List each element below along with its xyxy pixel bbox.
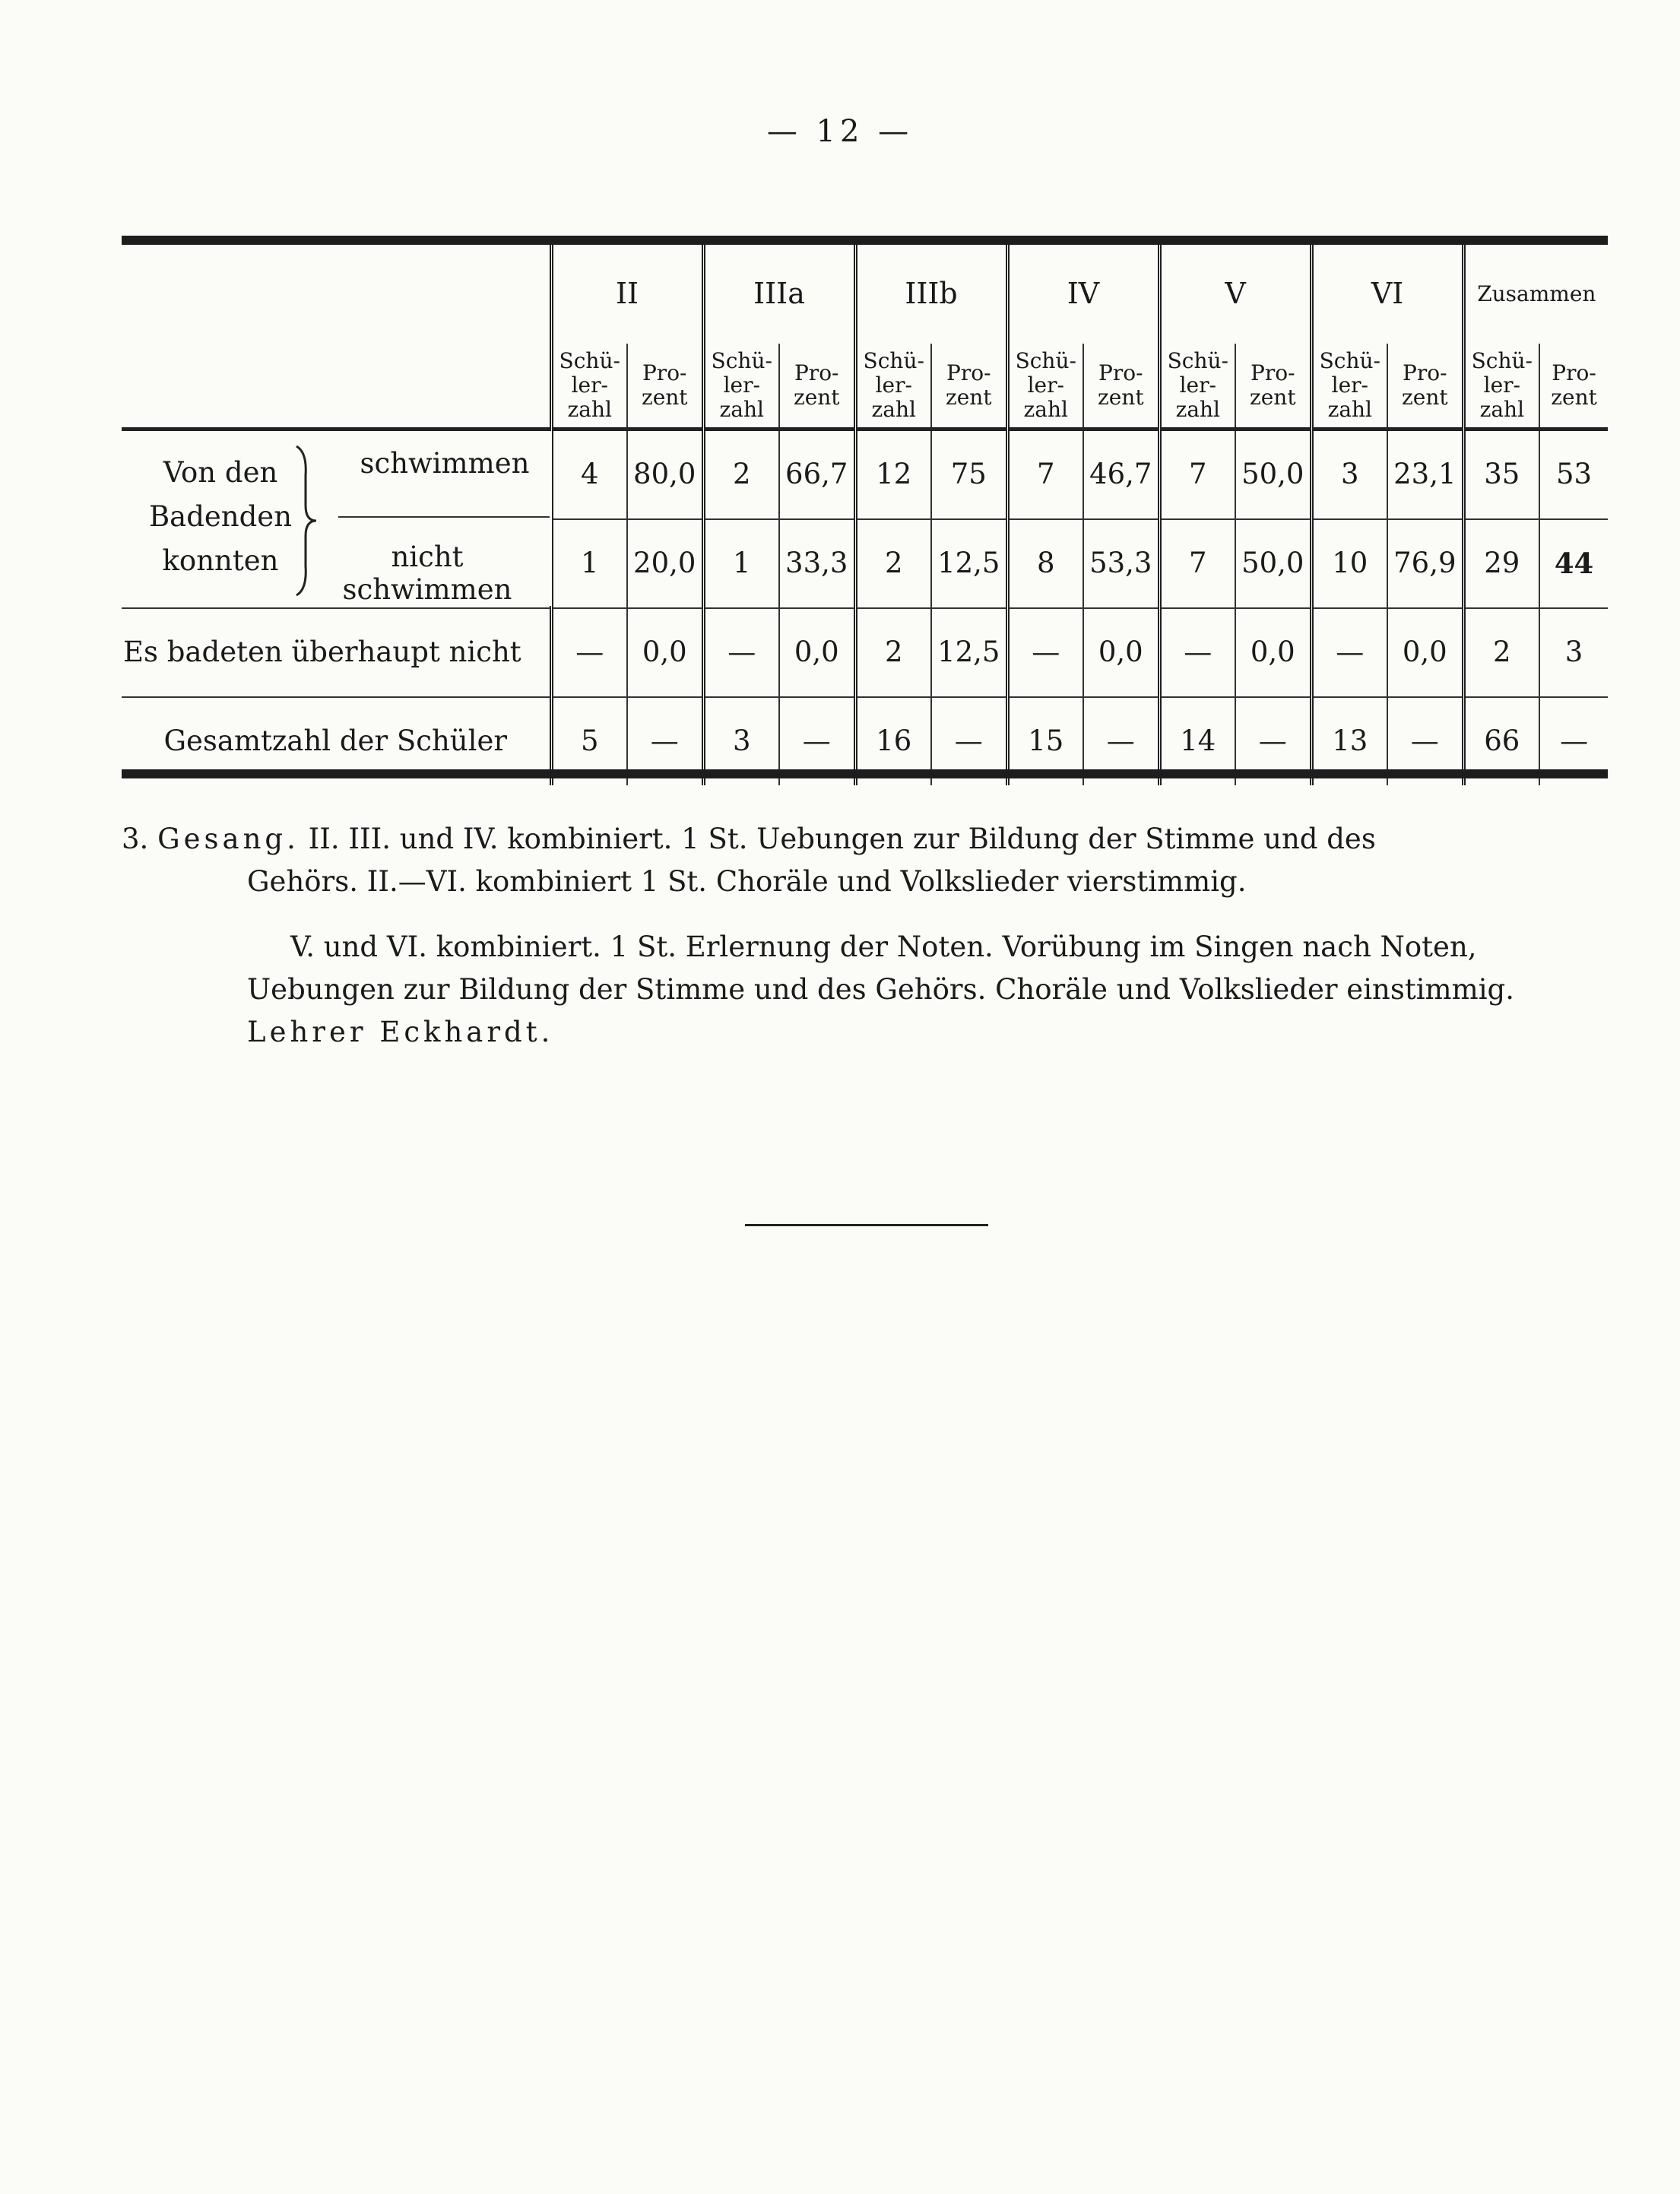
cell: 33,3 xyxy=(779,519,855,608)
class-header: IIIa xyxy=(703,245,855,344)
cell: — xyxy=(1387,697,1463,785)
cell: 4 xyxy=(551,430,627,520)
group-label-block xyxy=(122,431,551,606)
sub-header-schuelerzahl: Schü- ler- zahl xyxy=(703,344,779,430)
paragraph-grades-5-6 xyxy=(122,926,1608,1054)
sub-header-prozent: Pro- zent xyxy=(1083,344,1159,430)
cell: 53,3 xyxy=(1083,519,1159,608)
cell: 29 xyxy=(1463,519,1539,608)
class-header: IIIb xyxy=(855,245,1007,344)
cell: 1 xyxy=(551,519,627,608)
cell: 0,0 xyxy=(1235,608,1311,697)
sub-header-schuelerzahl: Schü- ler- zahl xyxy=(1463,344,1539,430)
cell: — xyxy=(779,697,855,785)
class-header: II xyxy=(551,245,703,344)
cell: 13 xyxy=(1311,697,1387,785)
cell: 3 xyxy=(1311,430,1387,520)
row-label: schwimmen xyxy=(360,447,530,480)
paragraph-text: II. III. und IV. kombiniert. 1 St. Uebungen zur Bildung der Stimme und des xyxy=(308,823,1376,855)
cell: — xyxy=(1159,608,1235,697)
cell: 66 xyxy=(1463,697,1539,785)
cell: 2 xyxy=(855,608,931,697)
cell: — xyxy=(1083,697,1159,785)
cell: 12,5 xyxy=(931,519,1007,608)
sub-header-schuelerzahl: Schü- ler- zahl xyxy=(551,344,627,430)
cell: — xyxy=(1539,697,1608,785)
cell: 0,0 xyxy=(1083,608,1159,697)
class-header-total: Zusammen xyxy=(1463,245,1608,344)
section-title: Gesang. xyxy=(157,823,300,855)
cell: 46,7 xyxy=(1083,430,1159,520)
class-header: V xyxy=(1159,245,1311,344)
sub-header-prozent: Pro- zent xyxy=(627,344,703,430)
cell: — xyxy=(703,608,779,697)
cell: — xyxy=(627,697,703,785)
cell: 2 xyxy=(703,430,779,520)
sub-header-schuelerzahl: Schü- ler- zahl xyxy=(855,344,931,430)
page-number: — 12 — xyxy=(766,114,914,149)
cell: 76,9 xyxy=(1387,519,1463,608)
cell: — xyxy=(1311,608,1387,697)
class-header-row xyxy=(122,245,1608,344)
table-row xyxy=(122,430,1608,520)
cell: 5 xyxy=(551,697,627,785)
cell: — xyxy=(1235,697,1311,785)
sub-header-prozent: Pro- zent xyxy=(1235,344,1311,430)
row-label: nicht schwimmen xyxy=(342,541,512,606)
sub-header-prozent: Pro- zent xyxy=(1539,344,1608,430)
header-empty xyxy=(122,245,551,344)
sub-header-row xyxy=(122,344,1608,430)
row-label: Gesamtzahl der Schüler xyxy=(163,724,508,758)
cell: 80,0 xyxy=(627,430,703,520)
cell: 16 xyxy=(855,697,931,785)
cell: 1 xyxy=(703,519,779,608)
cell: 50,0 xyxy=(1235,430,1311,520)
cell: 10 xyxy=(1311,519,1387,608)
swimming-statistics-table xyxy=(122,245,1608,785)
cell: 3 xyxy=(703,697,779,785)
sub-header-schuelerzahl: Schü- ler- zahl xyxy=(1311,344,1387,430)
cell: 8 xyxy=(1007,519,1083,608)
sub-header-empty xyxy=(122,344,551,430)
cell: 53 xyxy=(1539,430,1608,520)
cell: 0,0 xyxy=(1387,608,1463,697)
cell: 7 xyxy=(1159,430,1235,520)
group-label: Von den Badenden konnten xyxy=(148,456,293,577)
paragraph-singing xyxy=(122,818,1608,903)
sub-header-prozent: Pro- zent xyxy=(931,344,1007,430)
cell: 23,1 xyxy=(1387,430,1463,520)
paragraph-line xyxy=(122,818,1608,861)
cell: — xyxy=(551,608,627,697)
sub-header-prozent: Pro- zent xyxy=(779,344,855,430)
cell: 50,0 xyxy=(1235,519,1311,608)
sub-header-prozent: Pro- zent xyxy=(1387,344,1463,430)
row-label: Es badeten überhaupt nicht xyxy=(122,608,551,697)
cell: 12 xyxy=(855,430,931,520)
cell: 7 xyxy=(1159,519,1235,608)
cell: — xyxy=(1007,608,1083,697)
table-bottom-rule xyxy=(122,769,1608,778)
cell: 66,7 xyxy=(779,430,855,520)
paragraph-line: Uebungen zur Bildung der Stimme und des Gehörs. Choräle und Volkslieder einstimmig. xyxy=(247,973,1515,1006)
sub-header-schuelerzahl: Schü- ler- zahl xyxy=(1007,344,1083,430)
table-row xyxy=(122,608,1608,697)
section-number: 3. xyxy=(122,823,149,855)
cell: 14 xyxy=(1159,697,1235,785)
row-divider xyxy=(338,516,550,518)
cell: 7 xyxy=(1007,430,1083,520)
cell: 35 xyxy=(1463,430,1539,520)
cell: — xyxy=(931,697,1007,785)
table-top-rule xyxy=(122,236,1608,245)
row-label-swimmers xyxy=(122,430,551,606)
paragraph-line: Gehörs. II.—VI. kombiniert 1 St. Choräle und Volkslieder vierstimmig. xyxy=(247,865,1247,898)
cell: 44 xyxy=(1539,519,1608,608)
cell: 2 xyxy=(1463,608,1539,697)
paragraph-line: V. und VI. kombiniert. 1 St. Erlernung der Noten. Vorübung im Singen nach Noten, xyxy=(290,931,1477,963)
cell: 15 xyxy=(1007,697,1083,785)
cell: 3 xyxy=(1539,608,1608,697)
cell: 0,0 xyxy=(627,608,703,697)
class-header: IV xyxy=(1007,245,1159,344)
class-header: VI xyxy=(1311,245,1463,344)
cell: 20,0 xyxy=(627,519,703,608)
teacher-name: Lehrer Eckhardt. xyxy=(247,1016,554,1048)
sub-header-schuelerzahl: Schü- ler- zahl xyxy=(1159,344,1235,430)
cell: 0,0 xyxy=(779,608,855,697)
section-divider xyxy=(745,1224,988,1226)
cell: 2 xyxy=(855,519,931,608)
cell: 75 xyxy=(931,430,1007,520)
cell: 12,5 xyxy=(931,608,1007,697)
